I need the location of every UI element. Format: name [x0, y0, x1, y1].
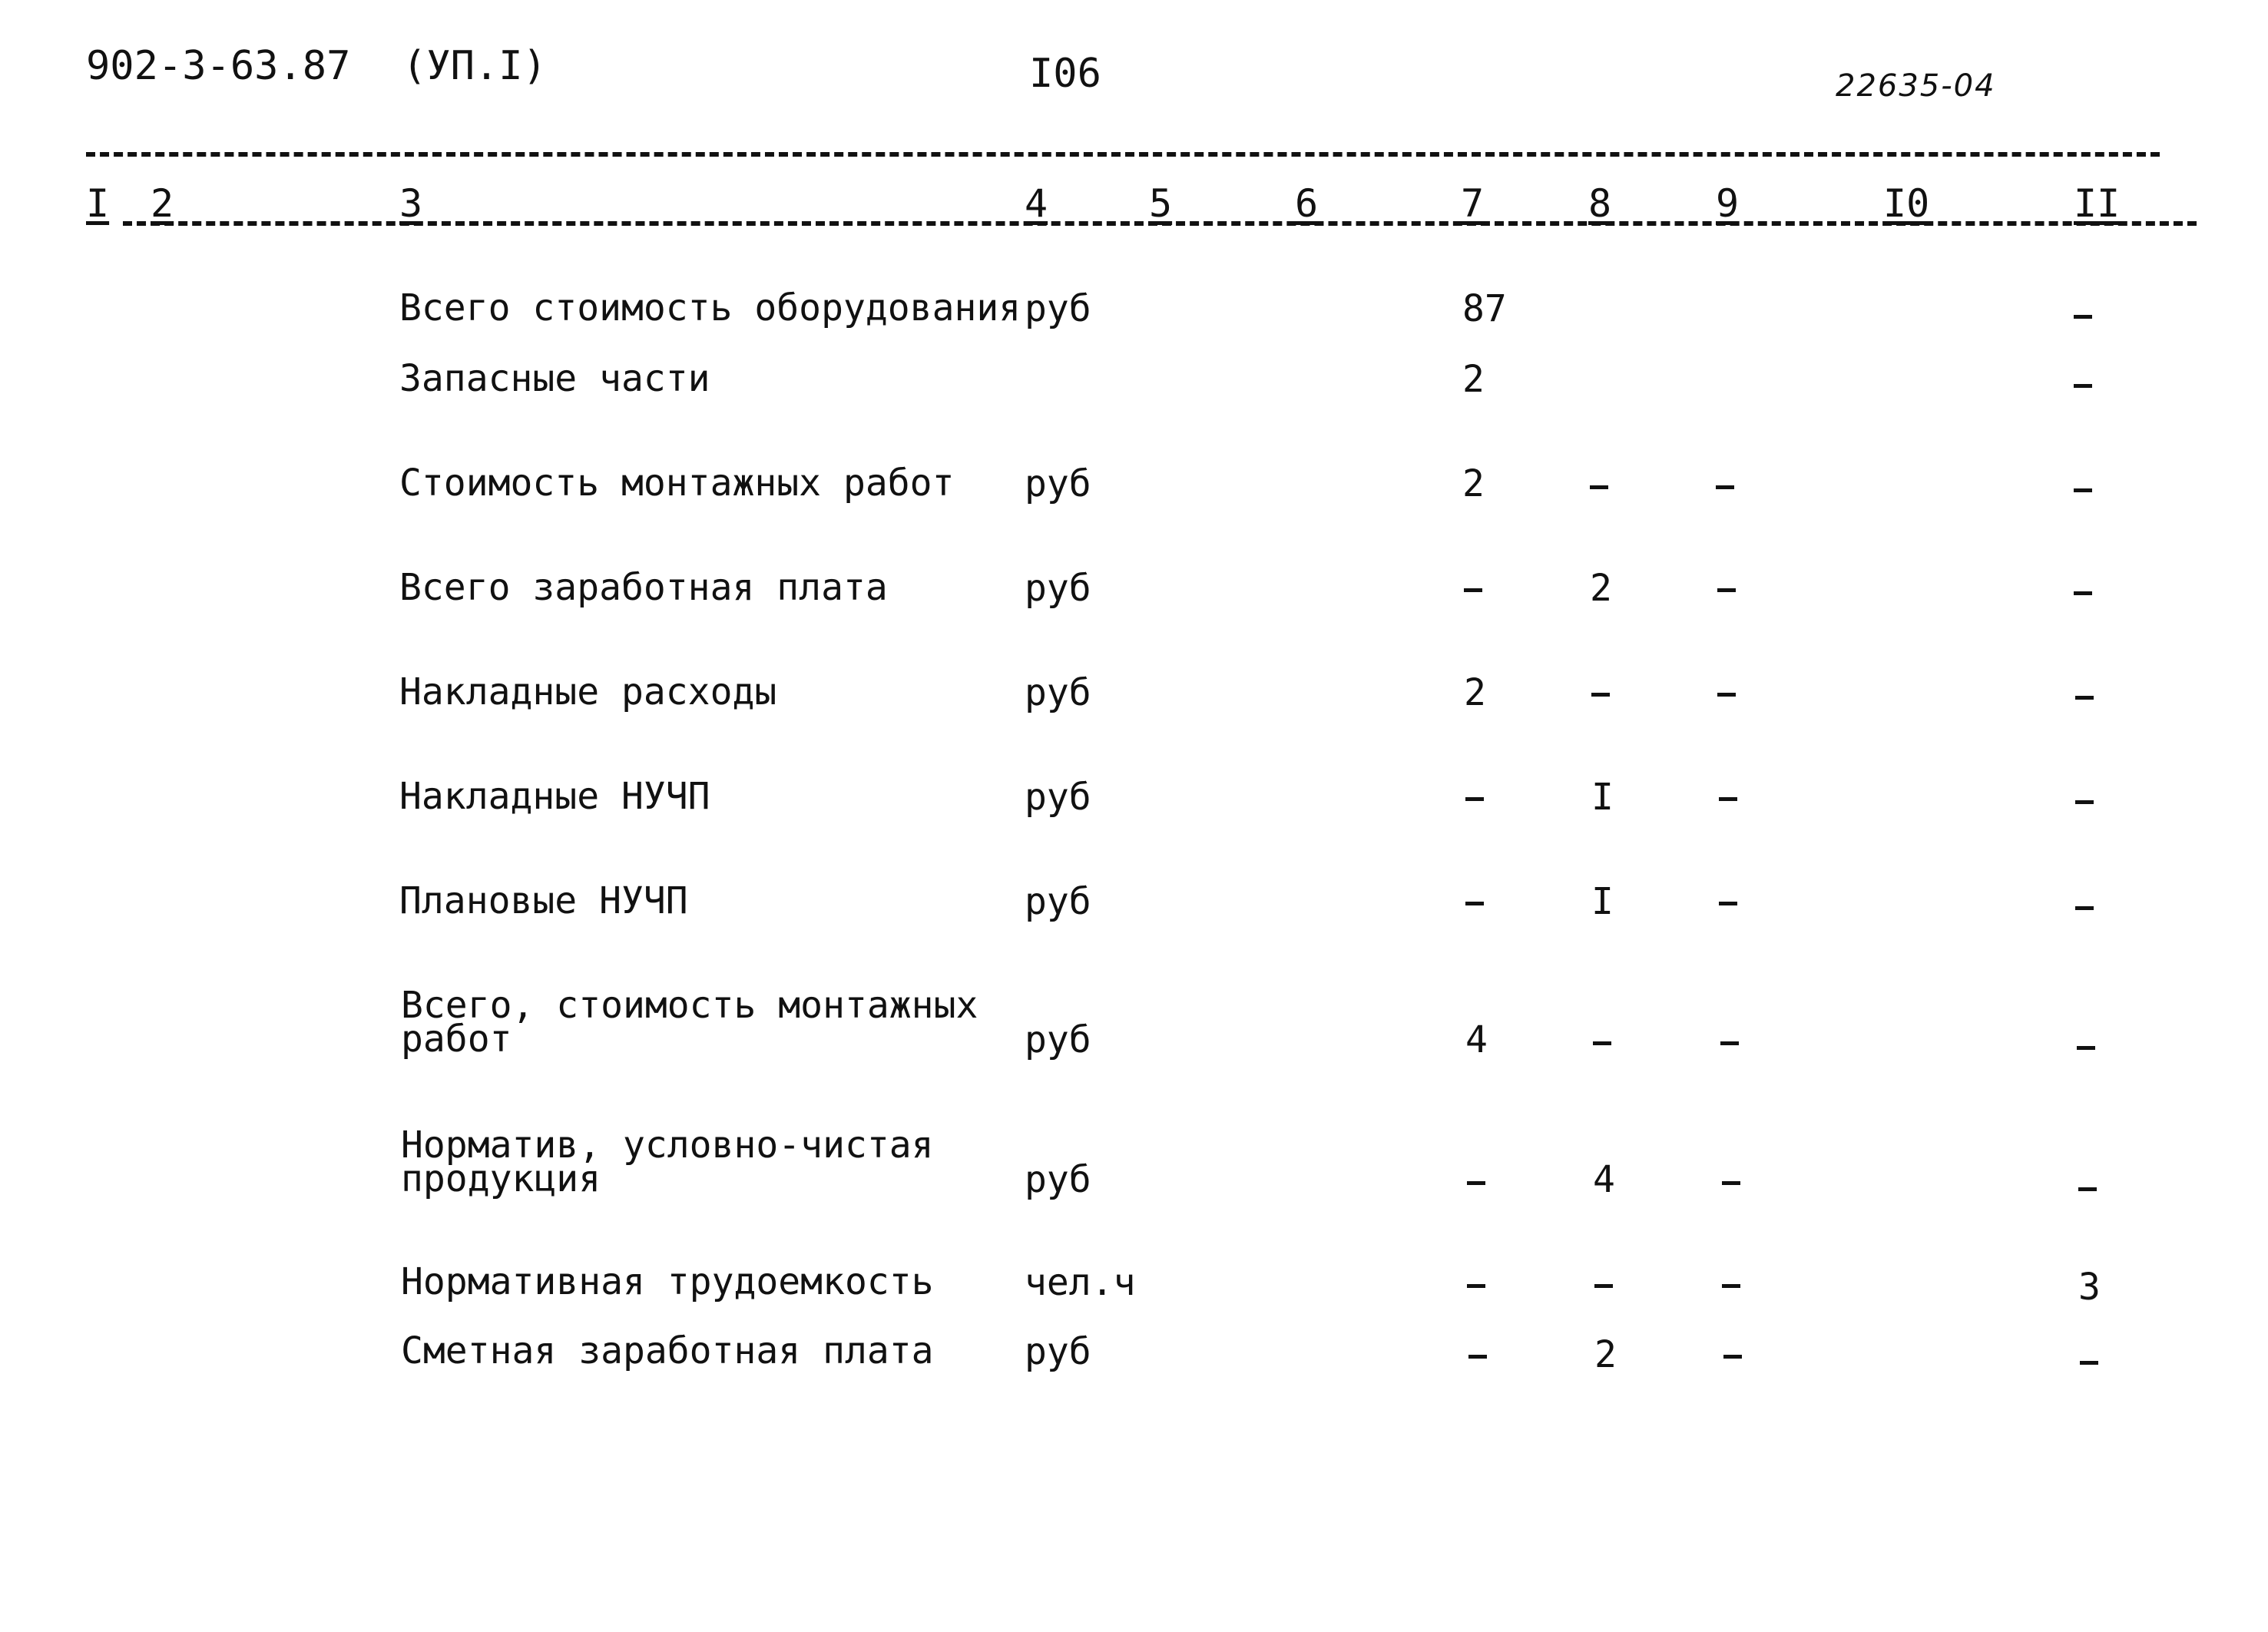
row-label-line2: продукция: [401, 1157, 601, 1200]
row-col11: 3: [2078, 1266, 2101, 1309]
row-col11-dash: [2074, 488, 2092, 492]
row-unit: руб: [1025, 776, 1091, 819]
col-number-7: 7: [1461, 181, 1485, 226]
col-number-2: 2: [151, 181, 174, 226]
row-label: Накладные расходы: [399, 670, 777, 713]
row-label-line1: Всего, стоимость монтажных: [401, 984, 978, 1027]
col-number-4: 4: [1025, 181, 1048, 226]
row-unit: руб: [1025, 671, 1091, 714]
row-col9-dash: [1722, 1181, 1740, 1185]
row-col7: 4: [1465, 1018, 1488, 1061]
col-number-8: 8: [1588, 181, 1612, 226]
row-col9-dash: [1722, 1284, 1740, 1288]
row-col8: I: [1591, 880, 1614, 923]
row-unit: руб: [1025, 1018, 1091, 1061]
col-number-3: 3: [399, 181, 423, 226]
row-label: Накладные НУЧП: [399, 775, 710, 818]
row-col7: 2: [1462, 358, 1485, 401]
col-number-6: 6: [1295, 181, 1319, 226]
row-col8-dash: [1591, 693, 1610, 697]
row-col9-dash: [1717, 588, 1736, 592]
row-label: Всего стоимость оборудования: [399, 286, 1021, 329]
row-label: Плановые НУЧП: [399, 879, 688, 922]
row-label: Всего заработная плата: [399, 566, 888, 609]
row-col7-dash: [1467, 1181, 1485, 1185]
row-col8-dash: [1593, 1041, 1611, 1045]
row-col7-dash: [1468, 1355, 1487, 1359]
row-col7: 87: [1462, 287, 1507, 330]
row-col7-dash: [1464, 588, 1482, 592]
row-col8: I: [1591, 776, 1614, 819]
row-col11-dash: [2075, 906, 2094, 910]
col-number-9: 9: [1716, 181, 1740, 226]
row-col11-dash: [2075, 800, 2094, 804]
stamp-number: 22635-04: [1836, 68, 1996, 104]
row-col7-dash: [1465, 902, 1484, 905]
row-col8: 2: [1594, 1333, 1617, 1376]
row-col7: 2: [1462, 462, 1485, 505]
section-label: (УП.I): [402, 43, 547, 89]
row-label: Сметная заработная плата: [401, 1329, 934, 1372]
row-unit: руб: [1025, 462, 1091, 505]
row-unit: руб: [1025, 1158, 1091, 1201]
row-col11-dash: [2074, 384, 2092, 388]
row-col7-dash: [1465, 797, 1484, 801]
row-unit: чел.ч: [1025, 1261, 1136, 1304]
row-label-line2: работ: [401, 1018, 512, 1061]
row-col11-dash: [2074, 315, 2092, 319]
col-number-5: 5: [1149, 181, 1173, 226]
page-number: I06: [1029, 51, 1101, 97]
col-number-10: I0: [1883, 181, 1930, 226]
row-col7: 2: [1464, 671, 1486, 714]
row-col8: 4: [1593, 1158, 1615, 1201]
row-label: Стоимость монтажных работ: [399, 462, 955, 505]
row-unit: руб: [1025, 287, 1091, 330]
row-col11-dash: [2077, 1046, 2095, 1050]
row-col9-dash: [1716, 485, 1734, 489]
top-dashed-rule: [86, 152, 2160, 157]
col-number-1: I: [86, 181, 110, 226]
row-col9-dash: [1723, 1355, 1742, 1359]
row-unit: руб: [1025, 567, 1091, 610]
row-col7-dash: [1467, 1284, 1485, 1288]
row-col9-dash: [1719, 902, 1737, 905]
row-col8-dash: [1590, 485, 1608, 489]
document-code: 902-3-63.87: [86, 43, 351, 89]
row-col8-dash: [1594, 1284, 1613, 1288]
row-col9-dash: [1719, 797, 1737, 801]
row-col11-dash: [2080, 1361, 2098, 1365]
row-col11-dash: [2074, 591, 2092, 595]
row-unit: руб: [1025, 880, 1091, 923]
row-unit: руб: [1025, 1330, 1091, 1373]
row-col11-dash: [2078, 1187, 2097, 1191]
row-label: Запасные части: [399, 357, 710, 400]
row-label: Нормативная трудоемкость: [401, 1260, 934, 1303]
row-col11-dash: [2075, 696, 2094, 700]
col-number-11: II: [2074, 181, 2121, 226]
row-col8: 2: [1590, 567, 1612, 610]
row-col9-dash: [1717, 693, 1736, 697]
row-label-line1: Норматив, условно-чистая: [401, 1124, 934, 1167]
row-col9-dash: [1720, 1041, 1739, 1045]
